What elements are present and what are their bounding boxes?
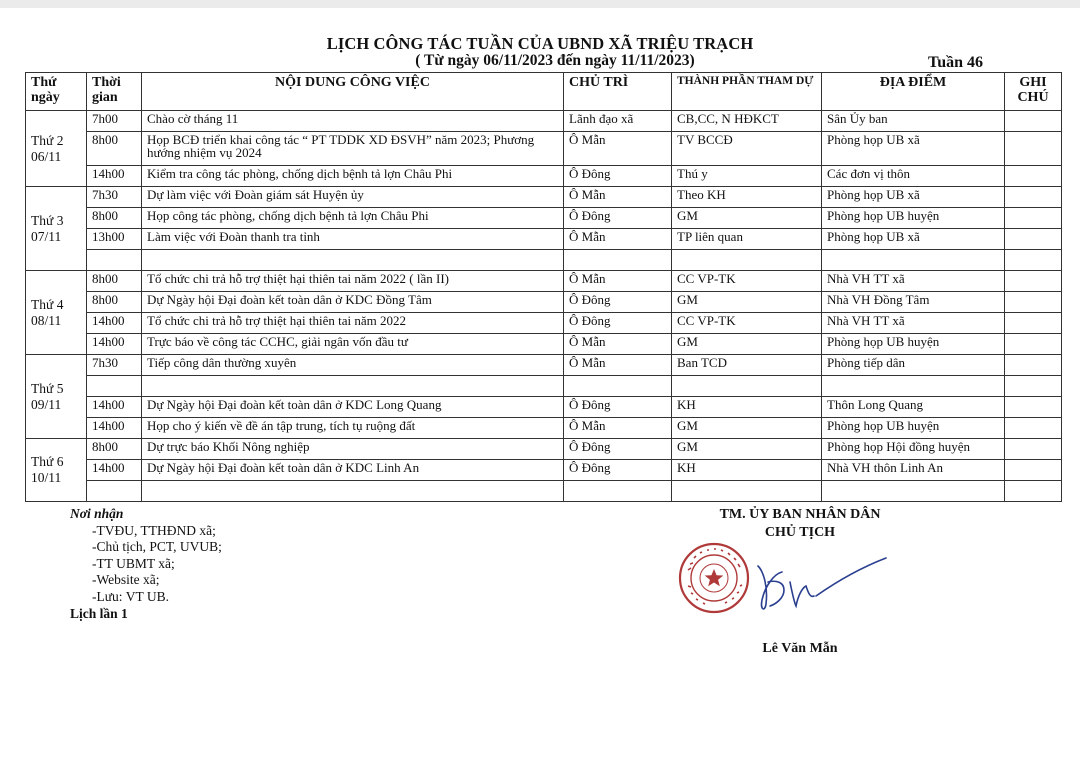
- note-cell: [1005, 271, 1062, 292]
- attendees-cell: KH: [672, 460, 822, 481]
- col-header-attendees: THÀNH PHẦN THAM DỰ: [672, 73, 822, 111]
- attendees-cell: [672, 481, 822, 502]
- attendees-cell: GM: [672, 418, 822, 439]
- content-cell: Dự trực báo Khối Nông nghiệp: [142, 439, 564, 460]
- table-row: [26, 418, 1062, 439]
- day-cell: Thứ 2 06/11: [26, 111, 87, 187]
- time-cell: 7h30: [87, 187, 142, 208]
- chair-cell: Ô Đông: [564, 313, 672, 334]
- signature-role: CHỦ TỊCH: [764, 525, 836, 540]
- location-cell: Phòng họp UB huyện: [822, 334, 1005, 355]
- location-cell: Các đơn vị thôn: [822, 166, 1005, 187]
- time-cell: 7h30: [87, 355, 142, 376]
- table-row: [26, 250, 1062, 271]
- time-cell: 14h00: [87, 418, 142, 439]
- col-header-content: NỘI DUNG CÔNG VIỆC: [142, 73, 564, 111]
- time-cell: 8h00: [87, 208, 142, 229]
- chair-cell: [564, 376, 672, 397]
- attendees-cell: GM: [672, 334, 822, 355]
- chair-cell: Ô Mẫn: [564, 355, 672, 376]
- location-cell: Nhà VH Đồng Tâm: [822, 292, 1005, 313]
- note-cell: [1005, 418, 1062, 439]
- content-cell: Họp công tác phòng, chống dịch bệnh tả lợn Châu Phi: [142, 208, 564, 229]
- table-row: [26, 313, 1062, 334]
- table-row: [26, 481, 1062, 502]
- table-row: [26, 292, 1062, 313]
- table-row: [26, 334, 1062, 355]
- content-cell: Dự làm việc với Đoàn giám sát Huyện ủy: [142, 187, 564, 208]
- date-range: ( Từ ngày 06/11/2023 đến ngày 11/11/2023): [415, 52, 695, 69]
- recipient-item: -Website xã;: [92, 572, 160, 587]
- chair-cell: Ô Đông: [564, 208, 672, 229]
- time-cell: 14h00: [87, 397, 142, 418]
- location-cell: Nhà VH thôn Linh An: [822, 460, 1005, 481]
- note-cell: [1005, 187, 1062, 208]
- recipient-item: -TT UBMT xã;: [92, 555, 175, 571]
- chair-cell: Ô Đông: [564, 397, 672, 418]
- note-cell: [1005, 397, 1062, 418]
- time-cell: 14h00: [87, 334, 142, 355]
- col-header-note: GHI CHÚ: [1005, 73, 1062, 111]
- location-cell: Phòng họp UB xã: [822, 187, 1005, 208]
- note-cell: [1005, 376, 1062, 397]
- attendees-cell: TV BCCĐ: [672, 132, 822, 166]
- note-cell: [1005, 460, 1062, 481]
- note-cell: [1005, 292, 1062, 313]
- table-row: [26, 208, 1062, 229]
- note-cell: [1005, 208, 1062, 229]
- recipient-item: -Chủ tịch, PCT, UVUB;: [92, 539, 222, 554]
- location-cell: [822, 250, 1005, 271]
- col-header-chair: CHỦ TRÌ: [564, 73, 672, 111]
- day-cell: Thứ 6 10/11: [26, 439, 87, 502]
- time-cell: 8h00: [87, 292, 142, 313]
- chair-cell: [564, 481, 672, 502]
- table-header-row: [26, 73, 1062, 111]
- content-cell: Chào cờ tháng 11: [142, 111, 564, 132]
- table-row: [26, 376, 1062, 397]
- document-title: LỊCH CÔNG TÁC TUẦN CỦA UBND XÃ TRIỆU TRẠCH: [326, 34, 754, 53]
- chair-cell: Ô Mẫn: [564, 334, 672, 355]
- col-header-time: Thời gian: [87, 73, 142, 111]
- note-cell: [1005, 355, 1062, 376]
- time-cell: 8h00: [87, 271, 142, 292]
- recipient-item: -TVĐU, TTHĐND xã;: [92, 522, 216, 538]
- note-cell: [1005, 439, 1062, 460]
- content-cell: Họp BCĐ triển khai công tác “ PT TDDK XD ĐSVH” năm 2023; Phương hướng nhiệm vụ 2024: [142, 132, 564, 166]
- note-cell: [1005, 111, 1062, 132]
- content-cell: Dự Ngày hội Đại đoàn kết toàn dân ở KDC Linh An: [142, 460, 564, 481]
- recipient-item: -Lưu: VT UB.: [92, 588, 169, 604]
- time-cell: 13h00: [87, 229, 142, 250]
- day-cell: Thứ 3 07/11: [26, 187, 87, 271]
- location-cell: [822, 481, 1005, 502]
- day-cell: Thứ 5 09/11: [26, 355, 87, 439]
- content-cell: Dự Ngày hội Đại đoàn kết toàn dân ở KDC Đồng Tâm: [142, 292, 564, 313]
- content-cell: [142, 481, 564, 502]
- attendees-cell: GM: [672, 439, 822, 460]
- attendees-cell: [672, 376, 822, 397]
- chair-cell: Ô Mẫn: [564, 132, 672, 166]
- content-cell: Kiểm tra công tác phòng, chống dịch bệnh tả lợn Châu Phi: [142, 166, 564, 187]
- attendees-cell: GM: [672, 292, 822, 313]
- attendees-cell: GM: [672, 208, 822, 229]
- location-cell: Thôn Long Quang: [822, 397, 1005, 418]
- location-cell: Phòng họp Hội đồng huyện: [822, 439, 1005, 460]
- location-cell: Phòng họp UB xã: [822, 229, 1005, 250]
- content-cell: Trực báo về công tác CCHC, giải ngân vốn đầu tư: [142, 334, 564, 355]
- table-row: [26, 397, 1062, 418]
- attendees-cell: Thú y: [672, 166, 822, 187]
- time-cell: 7h00: [87, 111, 142, 132]
- content-cell: Tiếp công dân thường xuyên: [142, 355, 564, 376]
- note-cell: [1005, 229, 1062, 250]
- content-cell: Làm việc với Đoàn thanh tra tỉnh: [142, 229, 564, 250]
- time-cell: 14h00: [87, 166, 142, 187]
- table-row: [26, 355, 1062, 376]
- location-cell: Nhà VH TT xã: [822, 313, 1005, 334]
- attendees-cell: CB,CC, N HĐKCT: [672, 111, 822, 132]
- content-cell: Tổ chức chi trả hỗ trợ thiệt hại thiên tai năm 2022: [142, 313, 564, 334]
- time-cell: [87, 481, 142, 502]
- note-cell: [1005, 481, 1062, 502]
- chair-cell: Lãnh đạo xã: [564, 111, 672, 132]
- attendees-cell: [672, 250, 822, 271]
- chair-cell: Ô Mẫn: [564, 229, 672, 250]
- time-cell: 14h00: [87, 460, 142, 481]
- chair-cell: Ô Đông: [564, 166, 672, 187]
- chair-cell: [564, 250, 672, 271]
- chair-cell: Ô Đông: [564, 439, 672, 460]
- recipients-heading: Nơi nhận: [70, 506, 124, 521]
- schedule-table: [25, 72, 1062, 502]
- day-cell: Thứ 4 08/11: [26, 271, 87, 355]
- location-cell: [822, 376, 1005, 397]
- col-header-day: Thứ ngày: [26, 73, 87, 111]
- signature-org: TM. ỦY BAN NHÂN DÂN: [719, 507, 881, 522]
- time-cell: [87, 250, 142, 271]
- content-cell: Tổ chức chi trả hỗ trợ thiệt hại thiên tai năm 2022 ( lần II): [142, 271, 564, 292]
- col-header-location: ĐỊA ĐIỂM: [822, 73, 1005, 111]
- time-cell: 8h00: [87, 132, 142, 166]
- chair-cell: Ô Đông: [564, 460, 672, 481]
- signature-heading: [690, 506, 910, 542]
- table-row: [26, 187, 1062, 208]
- chair-cell: Ô Mẫn: [564, 187, 672, 208]
- table-row: [26, 229, 1062, 250]
- note-cell: [1005, 132, 1062, 166]
- chair-cell: Ô Đông: [564, 292, 672, 313]
- attendees-cell: Theo KH: [672, 187, 822, 208]
- table-row: [26, 439, 1062, 460]
- location-cell: Phòng tiếp dân: [822, 355, 1005, 376]
- note-cell: [1005, 250, 1062, 271]
- chair-cell: Ô Mẫn: [564, 271, 672, 292]
- attendees-cell: KH: [672, 397, 822, 418]
- location-cell: Sân Ủy ban: [822, 111, 1005, 132]
- signer-name: Lê Văn Mẫn: [762, 641, 838, 656]
- location-cell: Phòng họp UB xã: [822, 132, 1005, 166]
- time-cell: 8h00: [87, 439, 142, 460]
- attendees-cell: CC VP-TK: [672, 271, 822, 292]
- week-number: Tuần 46: [928, 54, 983, 71]
- attendees-cell: TP liên quan: [672, 229, 822, 250]
- table-row: [26, 166, 1062, 187]
- time-cell: [87, 376, 142, 397]
- table-row: [26, 460, 1062, 481]
- content-cell: Họp cho ý kiến về đề án tập trung, tích tụ ruộng đất: [142, 418, 564, 439]
- attendees-cell: CC VP-TK: [672, 313, 822, 334]
- content-cell: [142, 250, 564, 271]
- content-cell: Dự Ngày hội Đại đoàn kết toàn dân ở KDC Long Quang: [142, 397, 564, 418]
- signature-icon: [740, 552, 890, 622]
- content-cell: [142, 376, 564, 397]
- recipients-block: [70, 506, 222, 623]
- location-cell: Nhà VH TT xã: [822, 271, 1005, 292]
- time-cell: 14h00: [87, 313, 142, 334]
- attendees-cell: Ban TCD: [672, 355, 822, 376]
- location-cell: Phòng họp UB huyện: [822, 418, 1005, 439]
- schedule-revision: Lịch lần 1: [70, 606, 128, 621]
- table-row: [26, 271, 1062, 292]
- note-cell: [1005, 334, 1062, 355]
- note-cell: [1005, 166, 1062, 187]
- table-row: [26, 132, 1062, 166]
- chair-cell: Ô Mẫn: [564, 418, 672, 439]
- top-bar: [0, 0, 1080, 8]
- location-cell: Phòng họp UB huyện: [822, 208, 1005, 229]
- table-row: [26, 111, 1062, 132]
- note-cell: [1005, 313, 1062, 334]
